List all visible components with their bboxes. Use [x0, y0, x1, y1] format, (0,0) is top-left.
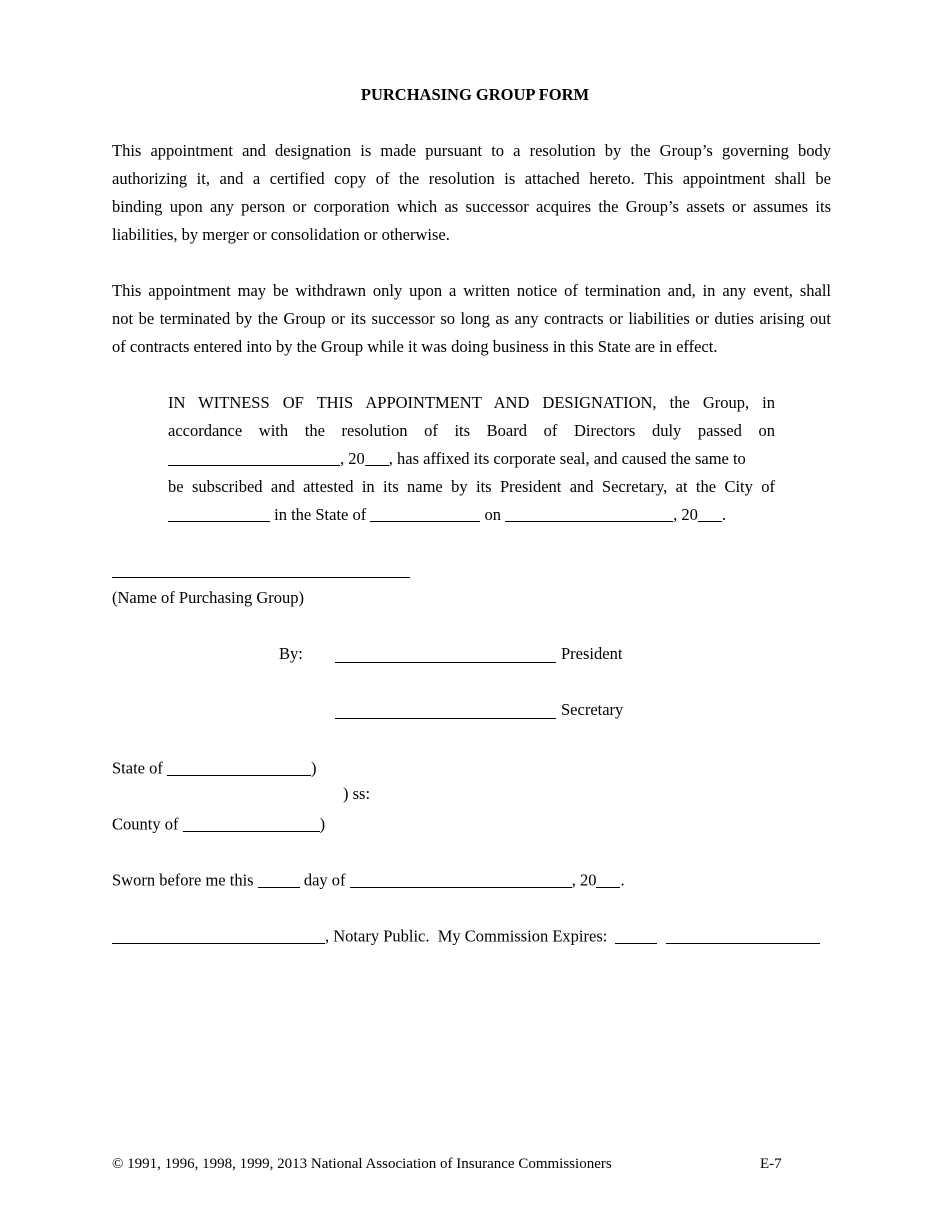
ss-label: ) ss: — [343, 784, 371, 803]
secretary-signature-line[interactable] — [335, 718, 556, 719]
venue-county-blank[interactable] — [183, 814, 320, 832]
president-signature-line[interactable] — [335, 662, 556, 663]
sworn-day-blank[interactable] — [258, 870, 300, 888]
period: . — [620, 870, 625, 890]
paragraph-line: of contracts entered into by the Group while it was doing business in this State are in effect. — [112, 337, 718, 356]
venue-state-blank[interactable] — [167, 758, 311, 776]
witness-line-date — [168, 445, 775, 473]
paragraph-line: binding upon any person or corporation which as successor acquires the Group’s assets or assumes its — [112, 197, 831, 216]
paragraph-line: liabilities, by merger or consolidation or otherwise. — [112, 225, 450, 244]
paragraph-line: This appointment may be withdrawn only upon a written notice of termination and, in any event, shall — [112, 281, 831, 300]
paragraph-line: not be terminated by the Group or its successor so long as any contracts or liabilities or duties arising out — [112, 309, 831, 328]
resolution-year-blank[interactable] — [365, 449, 389, 467]
state-of-text: in the State of — [270, 505, 371, 524]
on-text: on — [480, 505, 506, 524]
notary-row — [112, 924, 820, 947]
resolution-date-blank[interactable] — [168, 449, 340, 467]
paragraph-withdrawal — [112, 277, 831, 361]
execution-year-blank[interactable] — [698, 505, 722, 523]
paragraph-line: This appointment and designation is made pursuant to a resolution by the Group’s governing body — [112, 141, 831, 160]
witness-line-location — [168, 501, 775, 529]
notary-signature-blank[interactable] — [112, 926, 325, 944]
by-label: By: — [279, 644, 303, 663]
state-blank[interactable] — [370, 505, 480, 523]
year-prefix: , 20 — [673, 505, 698, 524]
footer-page-number: E-7 — [760, 1156, 782, 1172]
state-venue-row — [112, 756, 317, 779]
page-title: PURCHASING GROUP FORM — [360, 85, 590, 104]
county-of-label: County of — [112, 814, 183, 834]
witness-line: accordance with the resolution of its Board of Directors duly passed on — [168, 421, 775, 440]
city-blank[interactable] — [168, 505, 270, 523]
year-prefix: , 20 — [340, 449, 365, 468]
president-label: President — [561, 644, 623, 663]
execution-date-blank[interactable] — [505, 505, 673, 523]
group-name-label: (Name of Purchasing Group) — [112, 588, 304, 607]
sworn-row — [112, 868, 625, 891]
commission-date-blank[interactable] — [666, 926, 820, 944]
paren: ) — [319, 814, 326, 834]
footer-copyright: © 1991, 1996, 1998, 1999, 2013 National Association of Insurance Commissioners — [112, 1156, 612, 1172]
notary-label: , Notary Public. My Commission Expires: — [325, 926, 612, 946]
sworn-month-blank[interactable] — [350, 870, 572, 888]
state-of-label: State of — [112, 758, 167, 778]
county-venue-row — [112, 812, 325, 835]
secretary-label: Secretary — [561, 700, 624, 719]
period: . — [721, 505, 726, 524]
day-of-label: day of — [299, 870, 350, 890]
witness-text: , has affixed its corporate seal, and caused the same to — [388, 449, 746, 468]
sworn-prefix: Sworn before me this — [112, 870, 258, 890]
paragraph-line: authorizing it, and a certified copy of the resolution is attached hereto. This appointment shall be — [112, 169, 831, 188]
group-name-line[interactable] — [112, 577, 410, 578]
witness-clause — [168, 389, 775, 529]
year-prefix: , 20 — [571, 870, 597, 890]
paren: ) — [311, 758, 317, 778]
commission-day-blank[interactable] — [615, 926, 657, 944]
witness-line: IN WITNESS OF THIS APPOINTMENT AND DESIGNATION, the Group, in — [168, 393, 775, 412]
sworn-year-blank[interactable] — [596, 870, 620, 888]
paragraph-appointment — [112, 137, 831, 249]
witness-line: be subscribed and attested in its name by its President and Secretary, at the City of — [168, 477, 775, 496]
